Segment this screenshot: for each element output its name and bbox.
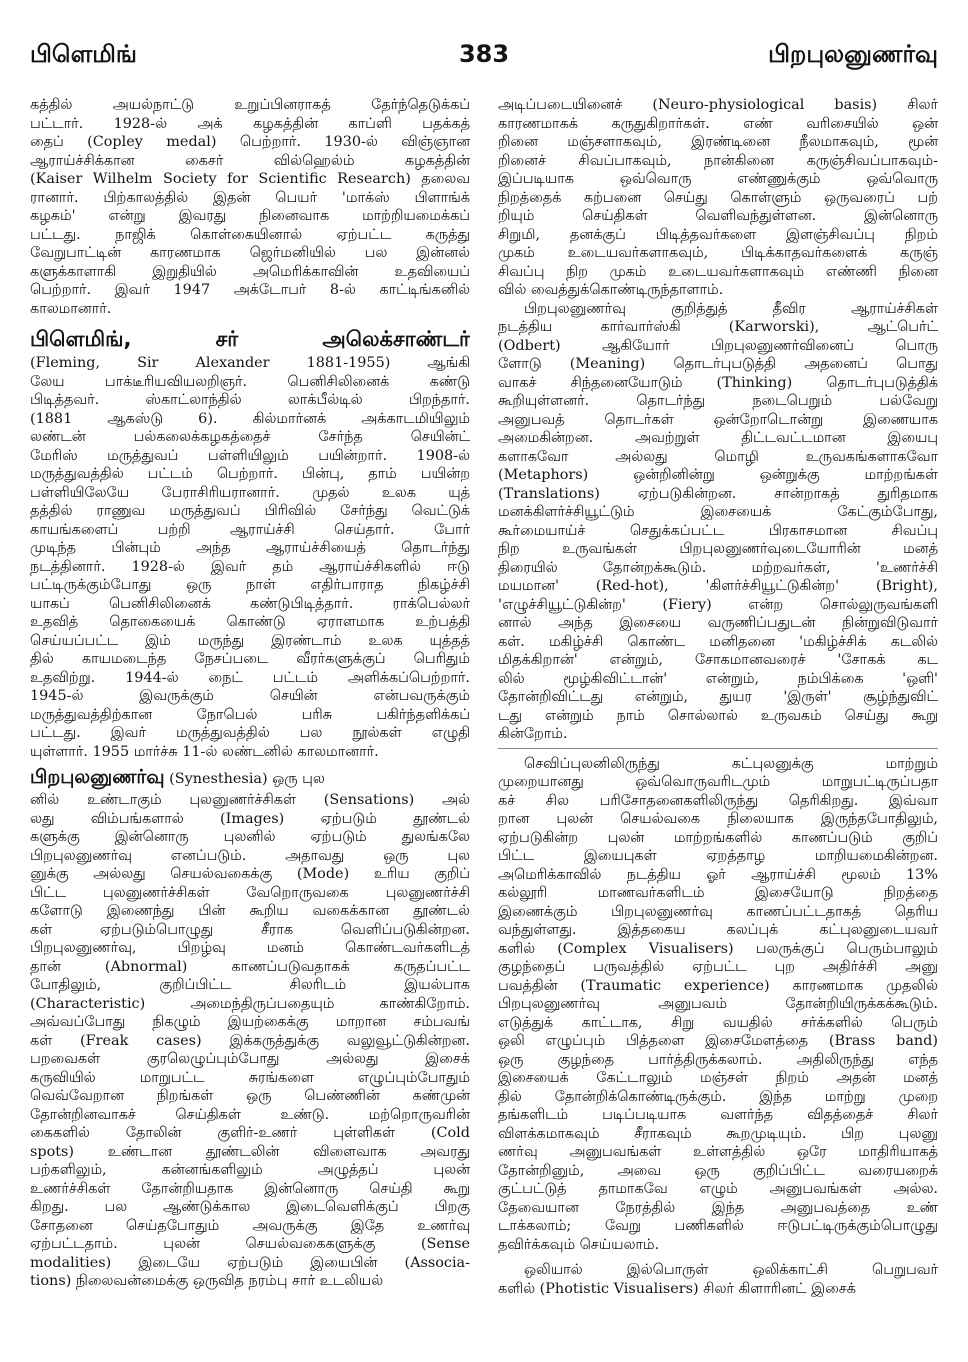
text-line: தில் காயமடைந்த நேசப்படை வீரர்களுக்குப் பெரிதும் — [30, 651, 470, 667]
text-line: வந்துள்ளது. இத்தகைய கலப்புக் கட்புலனுடையவர் — [498, 922, 938, 938]
text-line: லண்டன் பல்கலைக்கழகத்தைச் சேர்ந்த செயின்ட் — [30, 429, 470, 445]
text-line: இசையைக் கேட்டாலும் மஞ்சள் நிறம் அதன் மனத் — [498, 1070, 938, 1086]
text-line: சோதனை செய்தபோதும் அவருக்கு இதே உணர்வு — [30, 1217, 470, 1234]
text-line: பற்களிலும், கன்னங்களிலும் அழுத்தப் புலன் — [30, 1162, 470, 1178]
text-line: தைப் (Copley medal) பெற்றார். 1930-ல் விஞ்ஞான — [30, 134, 470, 150]
text-line: ஏற்படுகின்ற புலன் மாற்றங்களில் காணப்படும் குறிப் — [498, 829, 938, 846]
text-line: கள் ஏற்படும்பொழுது சீராக வெளிப்படுகின்றன. — [30, 921, 470, 938]
text-line: கைகளில் தோலின் குளிர்-உணர் புள்ளிகள் (Cold — [30, 1125, 470, 1141]
text-line: மயமான' (Red-hot), 'கிளர்ச்சியூட்டுகின்ற' (Bright), — [498, 578, 938, 594]
text-line: போதிலும், குறிப்பிட்ட சிலரிடம் இயல்பாக — [30, 977, 470, 993]
header-right-keyword: பிறபுலனுணர்வு — [768, 40, 938, 68]
text-line: கருவியில் மாறுபட்ட சுரங்களை எழுப்பும்போதும் — [30, 1069, 470, 1086]
page-header — [30, 40, 938, 80]
paragraph — [498, 300, 938, 744]
entry-heading-synesthesia-title: பிறபுலனுணர்வு — [30, 766, 165, 788]
text-line: (1881 ஆகஸ்டு 6). கில்மார்னக் அக்காடமியிலும் — [30, 410, 470, 427]
text-line: ஒரு குழந்தை பார்த்திருக்கலாம். அதிலிருந்து எந்த — [498, 1051, 938, 1068]
text-line: களில் (Complex Visualisers) பலருக்குப் பெரும்பாலும் — [498, 940, 938, 957]
text-line: ஒலி எழுப்பும் பித்தளை இசைமேளத்தை (Brass band) — [498, 1033, 938, 1049]
header-left-keyword: பிளெமிங் — [30, 40, 137, 68]
text-line: களாகவோ அல்லது மொழி உருவகங்களாகவோ — [498, 448, 938, 465]
paragraph-gap — [498, 1254, 938, 1261]
paragraph — [30, 354, 470, 761]
text-line: நடத்திய கார்வார்ஸ்கி (Karworski), ஆட்பெர்ட் — [498, 319, 938, 335]
text-line: (Kaiser Wilhelm Society for Scientific Research) தலைவ — [30, 171, 470, 187]
text-line: டது என்றும் நாம் சொல்லால் உருவகம் செய்து கூறு — [498, 707, 938, 724]
text-line: தங்களிடம் படிப்படியாக வளர்ந்த விதத்தைச் சிலர் — [498, 1107, 938, 1123]
right-column — [498, 96, 938, 1298]
text-line: எடுத்துக் காட்டாக, சிறு வயதில் சர்க்களில் பெரும் — [498, 1014, 938, 1031]
section-divider — [498, 748, 938, 749]
text-line: மருத்துவத்தில் பட்டம் பெற்றார். பின்பு, தாம் பயின்ற — [30, 466, 470, 482]
paragraph — [498, 1261, 938, 1298]
text-line: நடத்தினார். 1928-ல் இவர் தம் ஆராய்ச்சிகளில் ஈடு — [30, 558, 470, 575]
text-line: குட்பட்டுத் தாமாகவே எழும் அனுபவங்கள் அல்ல. — [498, 1181, 938, 1197]
text-line: விளக்கமாகவும் சீராகவும் கூறமுடியும். பிற புலனு — [498, 1125, 938, 1142]
text-line: (Odbert) ஆகியோர் பிறபுலனுணர்வினைப் பொரு — [498, 337, 938, 354]
text-line: தில் தோன்றிக்கொண்டிருக்கும். இந்த மாற்று முறை — [498, 1088, 938, 1105]
text-line: spots) உண்டான தூண்டலின் விளைவாக அவரது — [30, 1143, 470, 1160]
text-line: குழந்தைப் பருவத்தில் ஏற்பட்ட புற அதிர்ச்சி அனு — [498, 959, 938, 975]
text-line: (Fleming, Sir Alexander 1881-1955) ஆங்கி — [30, 355, 470, 371]
text-line: லேய பாக்டீரியவியலறிஞர். பெனிசிலினைக் கண்டு — [30, 373, 470, 390]
text-line: உதவிற்று. 1944-ல் நைட் பட்டம் அளிக்கப்பெற்றார். — [30, 669, 470, 686]
text-line: றினை மஞ்சளாகவும், இரண்டினை நீலமாகவும், மூன் — [498, 134, 938, 150]
text-line: நிற உருவங்கள் பிறபுலனுணர்வுடையோரின் மனத் — [498, 541, 938, 557]
text-line: லில் மூழ்கிவிட்டான்' என்றும், நம்பிக்கை 'ஒளி' — [498, 670, 938, 687]
text-line: அடிப்படையினைச் (Neuro-physiological basis) சிலர் — [498, 97, 938, 113]
text-line: பிட்ட இயைபுகள் ஏறத்தாழ மாறியமைகின்றன. — [498, 848, 938, 864]
text-line: னால் அந்த இசையை வருணிப்பதுடன் நின்றுவிடுவார் — [498, 615, 938, 631]
text-line: உணர்ச்சிகள் தோன்றியதாக இன்னொரு செய்தி கூறு — [30, 1180, 470, 1197]
text-line: களோடு இணைந்து பின் கூறிய வகைக்கான தூண்டல் — [30, 903, 470, 919]
text-line: றான புலன் செயல்வகை நிலையாக இருந்தபோதிலும், — [498, 811, 938, 827]
text-line: தோன்றினவாகச் செய்திகள் உண்டு. மற்றொருவரின் — [30, 1106, 470, 1123]
paragraph — [498, 755, 938, 1255]
text-line: யாகப் பெனிசிலினைக் கண்டுபிடித்தார். ராக்பெல்லர் — [30, 595, 470, 612]
text-line: கள் (Freak cases) இக்கருத்துக்கு வலுவூட்டுகின்றன. — [30, 1032, 470, 1049]
text-line: பெற்றார். இவர் 1947 அக்டோபர் 8-ல் காட்டிங்கனில் — [30, 282, 470, 298]
text-line: 1945-ல் இவருக்கும் செயின் என்பவருக்கும் — [30, 688, 470, 704]
text-line: தான் (Abnormal) காணப்படுவதாகக் கருதப்பட்ட — [30, 958, 470, 975]
text-line: வாகச் சிந்தனையோடும் (Thinking) தொடர்புபடுத்திக் — [498, 374, 938, 391]
text-line: மனக்கிளர்ச்சியூட்டும் இசையைக் கேட்கும்போது, — [498, 504, 938, 520]
text-line: றினைச் சிவப்பாகவும், நான்கினை கருஞ்சிவப்பாகவும்- — [498, 152, 938, 169]
text-line: கச் சில பரிசோதனைகளிலிருந்து தெரிகிறது. இவ்வா — [498, 792, 938, 809]
text-line: பட்டிருக்கும்போது ஒரு நாள் எதிர்பாராத நிகழ்ச்சி — [30, 577, 470, 593]
paragraph — [30, 96, 470, 318]
text-line: திரையில் தோன்றக்கூடும். மற்றவர்கள், 'உணர்ச்சி — [498, 559, 938, 576]
text-line: (Translations) ஏற்படுகின்றன. சான்றாகத் துரிதமாக — [498, 485, 938, 502]
text-line: செவிப்புலனிலிருந்து கட்புலனுக்கு மாற்றும் — [524, 755, 938, 772]
page-number: 383 — [458, 40, 510, 68]
text-line: அமைகின்றன. அவற்றுள் திட்டவட்டமான இயைபு — [498, 430, 938, 446]
text-line: பவத்தின் (Traumatic experience) காரணமாக முதலில் — [498, 977, 938, 994]
text-line: பிறபுலனுணர்வு அனுபவம் தோன்றியிருக்கக்கூடும். — [498, 996, 938, 1012]
text-line: பிட்ட புலனுணர்ச்சிகள் வேறொருவகை புலனுணர்ச்சி — [30, 884, 470, 901]
text-line: களுக்காளாகி இறுதியில் அமெரிக்காவின் உதவியைப் — [30, 263, 470, 280]
text-line: ளோடு (Meaning) தொடர்புபடுத்தி அதனைப் பொது — [498, 356, 938, 372]
text-line: கின்றோம். — [498, 726, 568, 742]
text-line: கழகம்' என்று இவரது நினைவாக மாற்றியமைக்கப் — [30, 208, 470, 224]
text-columns — [30, 96, 938, 1346]
text-line: னுக்கு அல்லது செயல்வகைக்கு (Mode) உரிய குறிப் — [30, 866, 470, 882]
text-line: ஒலியால் இல்பொருள் ஒலிக்காட்சி பெறுபவர் — [524, 1262, 938, 1278]
paragraph — [30, 791, 470, 1291]
text-line: பள்ளியிலேயே பேராசிரியரானார். முதல் உலக யுத் — [30, 484, 470, 501]
text-line: றியும் செய்திகள் வெளிவந்துள்ளன. இன்னொரு — [498, 208, 938, 224]
text-line: செய்யப்பட்ட இம் மருந்து இரண்டாம் உலக யுத்தத் — [30, 632, 470, 649]
entry-heading-synesthesia-gloss: (Synesthesia) ஒரு புல — [164, 771, 325, 787]
text-line: காலமானார். — [30, 300, 112, 317]
entry-heading-synesthesia — [30, 763, 470, 791]
text-line: பிடித்தவர். ஸ்காட்லாந்தில் லாக்பீல்டில் பிறந்தார். — [30, 392, 470, 408]
text-line: தேவையான நேரத்தில் இந்த அனுபவத்தை உண் — [498, 1199, 938, 1216]
text-line: உதவித் தொகையைக் கொண்டு ஏராளமாக உற்பத்தி — [30, 614, 470, 630]
text-line: பட்டது. இவர் மருத்துவத்தில் பல நூல்கள் எழுதி — [30, 725, 470, 741]
text-line: பட்டார். 1928-ல் அக் கழகத்தின் காப்ளி பதக்கத் — [30, 115, 470, 132]
left-column — [30, 96, 470, 1291]
text-line: அவ்வப்போது நிகழும் இயற்கைக்கு மாறான சம்பவங் — [30, 1014, 470, 1030]
text-line: அனுபவத் தொடர்கள் ஒன்றோடொன்று இணையாக — [498, 411, 938, 428]
text-line: வில் வைத்துக்கொண்டிருந்தாளாம். — [498, 282, 724, 298]
text-line: கத்தில் அயல்நாட்டு உறுப்பினராகத் தேர்ந்தெடுக்கப் — [30, 97, 470, 113]
text-line: நிறத்தைக் கற்பனை செய்து கொள்ளும் ஒருவரைப் பற் — [498, 189, 938, 206]
text-line: டாக்கலாம்; வேறு பணிகளில் ஈடுபட்டிருக்கும்பொழுது — [498, 1218, 938, 1234]
text-line: கல்லூரி மாணவர்களிடம் இசையோடு நிறத்தை — [498, 885, 938, 901]
text-line: தோன்றிவிட்டது என்றும், துயர 'இருள்' சூழ்ந்துவிட் — [498, 689, 938, 705]
text-line: இணைக்கும் பிறபுலனுணர்வு காணப்பட்டதாகத் தெரிய — [498, 903, 938, 920]
text-line: 'எழுச்சியூட்டுகின்ற' (Fiery) என்ற சொல்லுருவங்களி — [498, 596, 938, 613]
text-line: முறையானது ஒவ்வொருவரிடமும் மாறுபட்டிருப்பதா — [498, 774, 938, 790]
text-line: கூர்மையாய்ச் செதுக்கப்பட்ட பிரகாசமான சிவப்பு — [498, 522, 938, 539]
text-line: பிறபுலனுணர்வு எனப்படும். அதாவது ஒரு புல — [30, 847, 470, 864]
text-line: காயங்களைப் பற்றி ஆராய்ச்சி செய்தார். போர் — [30, 521, 470, 538]
text-line: ணர்வு அனுபவங்கள் உள்ளத்தில் ஒரே மாதிரியாகத் — [498, 1144, 938, 1160]
text-line: சிவப்பு நிற முகம் உடையவர்களாகவும் எண்ணி நினை — [498, 263, 938, 280]
text-line: தவிர்க்கவும் செய்யலாம். — [498, 1236, 660, 1253]
text-line: ஏற்பட்டதாம். புலன் செயல்வகைகளுக்கு (Sense — [30, 1236, 470, 1252]
text-line: கள். மகிழ்ச்சி கொண்ட மனிதனை 'மகிழ்ச்சிக் கடலில் — [498, 633, 938, 650]
text-line: கிறது. பல ஆண்டுக்கால இடைவெளிக்குப் பிறகு — [30, 1199, 470, 1215]
text-line: இப்படியாக ஒவ்வொரு எண்ணுக்கும் ஒவ்வொரு — [498, 171, 938, 187]
text-line: modalities) இடையே ஏற்படும் இயைபின் (Associa- — [30, 1254, 470, 1271]
paragraph — [498, 96, 938, 300]
text-line: கூறியுள்ளனர். தொடர்ந்து நடைபெறும் பல்வேறு — [498, 393, 938, 409]
text-line: மேரிஸ் மருத்துவப் பள்ளியிலும் பயின்றார். 1908-ல் — [30, 447, 470, 464]
text-line: பறவைகள் குரலெழுப்பும்போது அல்லது இசைக் — [30, 1051, 470, 1067]
text-line: tions) நிலைவன்மைக்கு ஒருவித நரம்பு சார் உடலியல் — [30, 1273, 384, 1289]
entry-heading-fleming: பிளெமிங், சர் அலெக்சாண்டர் — [30, 327, 470, 351]
text-line: களுக்கு இன்னொரு புலனில் ஏற்படும் துலங்கலே — [30, 829, 470, 845]
text-line: ரானார். பிற்காலத்தில் இதன் பெயர் 'மாக்ஸ் பிளாங்க் — [30, 189, 470, 206]
text-line: வேறுபாட்டின் காரணமாக ஜெர்மனியில் பல இன்னல் — [30, 245, 470, 261]
text-line: அமெரிக்காவில் நடத்திய ஓர் ஆராய்ச்சி மூலம் 13% — [498, 866, 938, 883]
text-line: னில் உண்டாகும் புலனுணர்ச்சிகள் (Sensations) அல் — [30, 792, 470, 808]
text-line: சிறுமி, தனக்குப் பிடித்தவர்களை இளஞ்சிவப்பு நிறம் — [498, 226, 938, 243]
text-line: யுள்ளார். 1955 மார்ச்சு 11-ல் லண்டனில் காலமானார். — [30, 743, 379, 760]
text-line: வெவ்வேறான நிறங்கள் ஒரு பெண்ணின் கண்முன் — [30, 1088, 470, 1104]
text-line: (Metaphors) ஒன்றினின்று ஒன்றுக்கு மாற்றங்கள் — [498, 467, 938, 483]
text-line: மருத்துவத்திற்கான நோபெல் பரிசு பகிர்ந்தளிக்கப் — [30, 706, 470, 723]
text-line: களில் (Photistic Visualisers) சிலர் கிளாரினட் இசைக் — [498, 1280, 856, 1297]
text-line: தத்தில் ராணுவ மருத்துவப் பிரிவில் சேர்ந்து வெட்டுக் — [30, 503, 470, 519]
text-line: ஆராய்ச்சிக்கான கைசர் வில்ஹெல்ம் கழகத்தின் — [30, 152, 470, 169]
text-line: (Characteristic) அமைந்திருப்பதையும் காண்கிறோம். — [30, 995, 470, 1012]
text-line: மிதக்கிறான்' என்றும், சோகமானவரைச் 'சோகக் கட — [498, 652, 938, 668]
text-line: லது விம்பங்களால் (Images) ஏற்படும் தூண்டல் — [30, 810, 470, 827]
text-line: பிறபுலனுணர்வு, பிறழ்வு மனம் கொண்டவர்களிடத் — [30, 940, 470, 956]
text-line: தோன்றினும், அவை ஒரு குறிப்பிட்ட வரையறைக் — [498, 1162, 938, 1179]
text-line: பட்டது. நாஜிக் கொள்கையினால் ஏற்பட்ட கருத்து — [30, 226, 470, 243]
text-line: முடிந்த பின்பும் அந்த ஆராய்ச்சியைத் தொடர்ந்து — [30, 540, 470, 556]
text-line: காரணமாகக் கருதுகிறார்கள். எண் வரிசையில் ஒன் — [498, 115, 938, 132]
text-line: முகம் உடையவர்களாகவும், பிடிக்காதவர்களைக் கருஞ் — [498, 245, 938, 261]
text-line: பிறபுலனுணர்வு குறித்துத் தீவிர ஆராய்ச்சிகள் — [524, 300, 938, 317]
